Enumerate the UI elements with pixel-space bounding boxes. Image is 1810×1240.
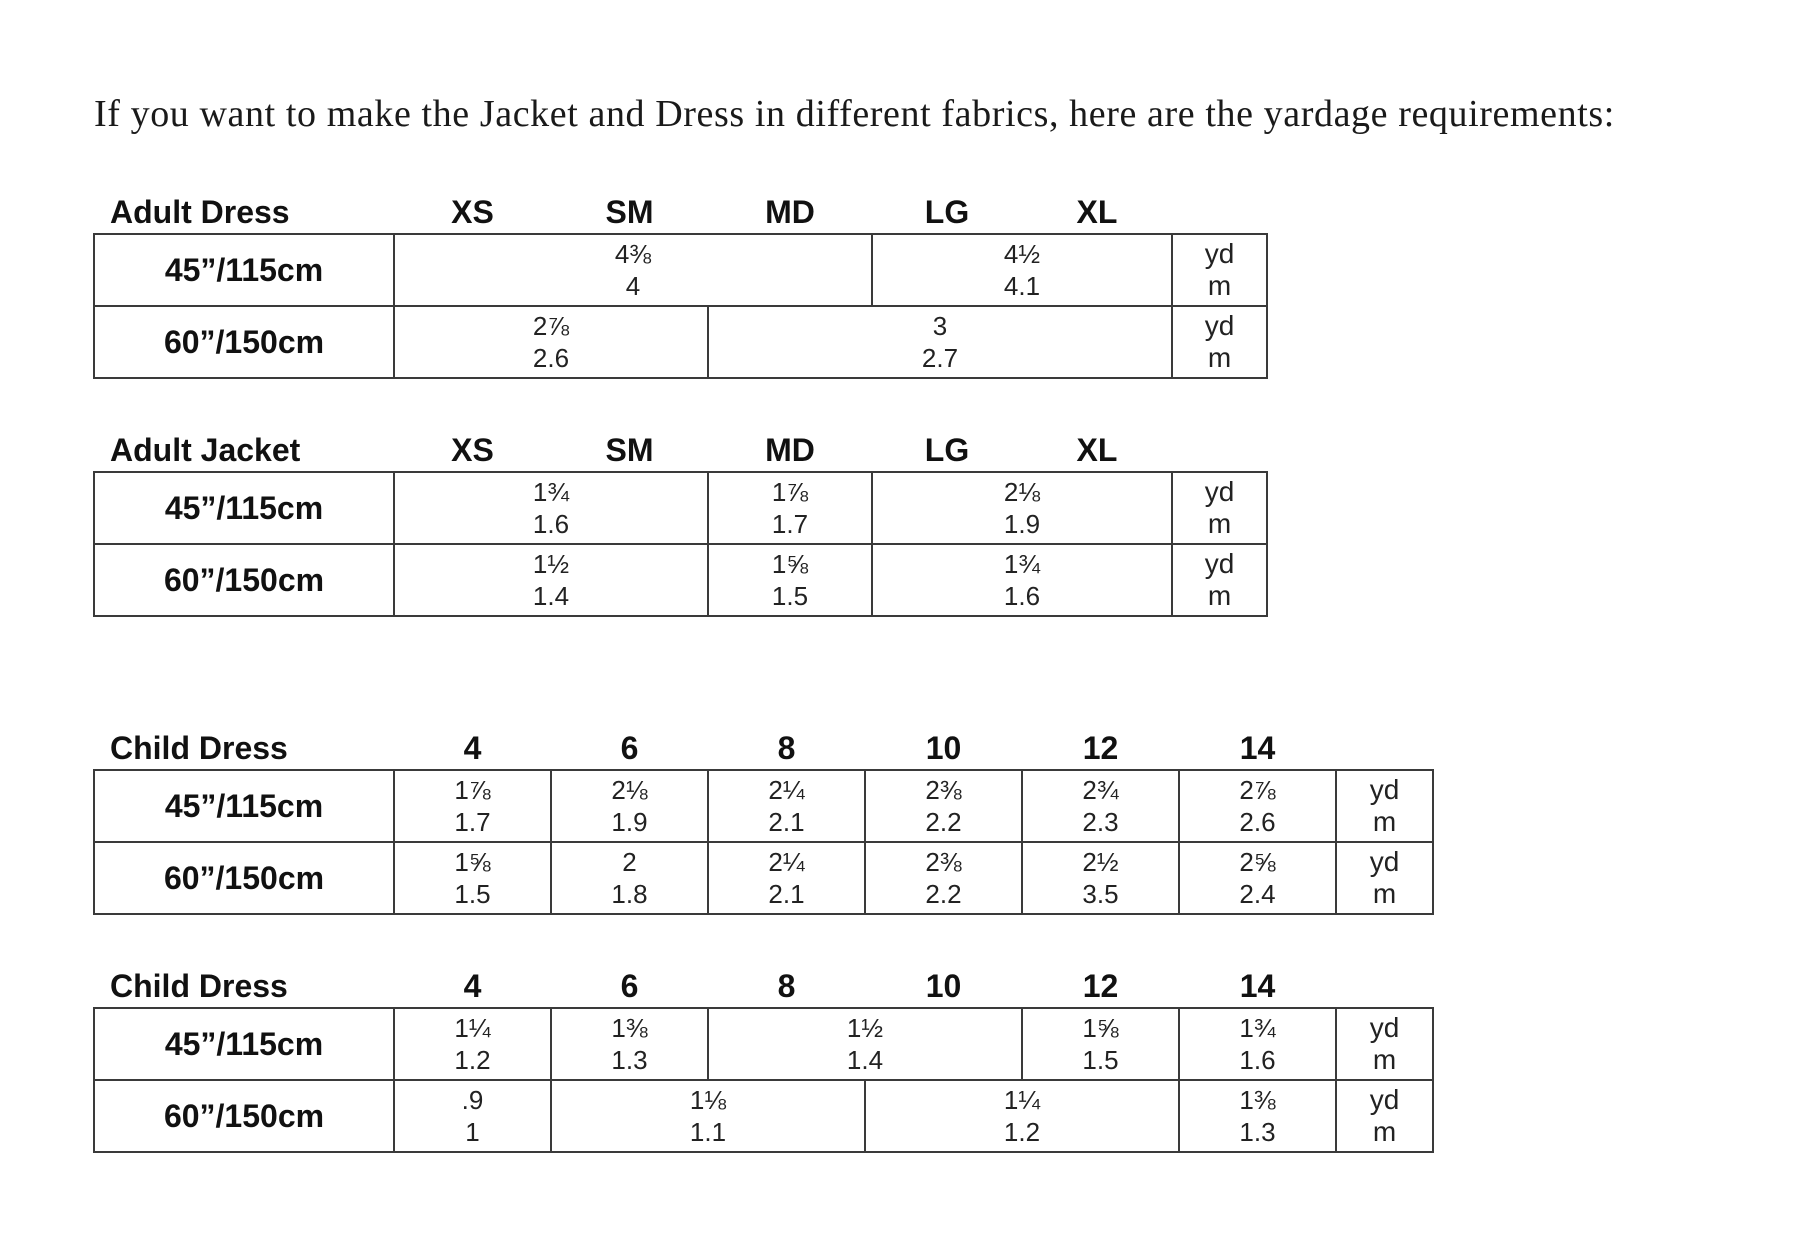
table-title: Child Dress bbox=[110, 968, 288, 1004]
yardage-m: 2.7 bbox=[921, 343, 959, 373]
fabric-width-label: 60”/150cm bbox=[94, 1080, 394, 1152]
unit-yd: yd bbox=[1204, 476, 1235, 507]
yardage-m: 2.4 bbox=[1239, 879, 1276, 909]
yardage-yd: 2⅜ bbox=[925, 775, 962, 805]
yardage-cell bbox=[1179, 1008, 1336, 1080]
yardage-m: 2.2 bbox=[925, 807, 962, 837]
yardage-m: 2.3 bbox=[1082, 807, 1119, 837]
size-header: XL bbox=[1076, 432, 1118, 468]
yardage-yd: 2¾ bbox=[1082, 775, 1119, 805]
size-header: 4 bbox=[463, 968, 482, 1004]
yardage-m: 1.2 bbox=[1003, 1117, 1041, 1147]
adult-dress-table bbox=[93, 184, 1268, 379]
unit-yd: yd bbox=[1369, 774, 1400, 805]
unit-header bbox=[1336, 720, 1433, 770]
yardage-cell bbox=[708, 1008, 1022, 1080]
yardage-cell bbox=[394, 306, 708, 378]
unit-m: m bbox=[1207, 270, 1232, 301]
table-row bbox=[94, 234, 1267, 306]
yardage-yd: 2⅜ bbox=[925, 847, 962, 877]
unit-header bbox=[1172, 184, 1267, 234]
yardage-yd: 1⅜ bbox=[1239, 1085, 1276, 1115]
yardage-yd: 1½ bbox=[532, 549, 570, 579]
yardage-m: 1.3 bbox=[1239, 1117, 1276, 1147]
yardage-m: 1.9 bbox=[611, 807, 648, 837]
table-title: Child Dress bbox=[110, 730, 288, 766]
yardage-m: 1 bbox=[465, 1117, 480, 1147]
fabric-width-label: 60”/150cm bbox=[94, 306, 394, 378]
table-row bbox=[94, 1080, 1433, 1152]
yardage-cell bbox=[865, 1080, 1179, 1152]
fabric-width-label: 45”/115cm bbox=[94, 472, 394, 544]
yardage-cell bbox=[551, 1008, 708, 1080]
yardage-m: 2.2 bbox=[925, 879, 962, 909]
size-header: LG bbox=[924, 432, 970, 468]
yardage-yd: 4½ bbox=[1003, 239, 1041, 269]
size-header: 8 bbox=[777, 730, 796, 766]
yardage-yd: 1⅛ bbox=[689, 1085, 727, 1115]
yardage-yd: 1⅞ bbox=[454, 775, 491, 805]
unit-m: m bbox=[1372, 1044, 1397, 1075]
yardage-m: 1.9 bbox=[1003, 509, 1041, 539]
table-row bbox=[94, 770, 1433, 842]
yardage-cell bbox=[551, 770, 708, 842]
unit-header bbox=[1172, 422, 1267, 472]
unit-header bbox=[1336, 958, 1433, 1008]
yardage-m: 2.1 bbox=[768, 879, 805, 909]
fabric-width-label: 45”/115cm bbox=[94, 234, 394, 306]
yardage-cell bbox=[394, 770, 551, 842]
yardage-yd: 2⅞ bbox=[532, 311, 570, 341]
yardage-yd: 2⅛ bbox=[611, 775, 648, 805]
size-header: MD bbox=[765, 194, 815, 230]
yardage-m: 1.7 bbox=[771, 509, 809, 539]
yardage-cell bbox=[708, 770, 865, 842]
yardage-m: 1.5 bbox=[1082, 1045, 1119, 1075]
yardage-m: 1.6 bbox=[1003, 581, 1041, 611]
size-header: 6 bbox=[620, 730, 639, 766]
yardage-yd: 2¼ bbox=[768, 847, 805, 877]
yardage-m: 2.6 bbox=[532, 343, 570, 373]
table-title: Adult Jacket bbox=[110, 432, 301, 468]
yardage-m: 4 bbox=[625, 271, 641, 301]
yardage-yd: 1¾ bbox=[1003, 549, 1041, 579]
size-header: 10 bbox=[925, 730, 962, 766]
yardage-m: 1.6 bbox=[1239, 1045, 1276, 1075]
size-header: XS bbox=[451, 194, 494, 230]
yardage-m: 2.6 bbox=[1239, 807, 1276, 837]
unit-m: m bbox=[1372, 878, 1397, 909]
yardage-m: 1.1 bbox=[689, 1117, 727, 1147]
yardage-m: 4.1 bbox=[1003, 271, 1041, 301]
yardage-m: 1.7 bbox=[454, 807, 491, 837]
unit-cell bbox=[1172, 472, 1267, 544]
fabric-width-label: 60”/150cm bbox=[94, 842, 394, 914]
yardage-yd: 2⅛ bbox=[1003, 477, 1041, 507]
yardage-m: 1.4 bbox=[532, 581, 570, 611]
yardage-cell bbox=[872, 544, 1172, 616]
unit-cell bbox=[1172, 234, 1267, 306]
size-header: 14 bbox=[1239, 968, 1276, 1004]
yardage-m: 1.3 bbox=[611, 1045, 648, 1075]
size-header: 6 bbox=[620, 968, 639, 1004]
yardage-m: 1.4 bbox=[846, 1045, 884, 1075]
child-dress-table bbox=[93, 720, 1434, 915]
size-header-row bbox=[94, 184, 1267, 234]
size-header: SM bbox=[605, 432, 654, 468]
yardage-yd: 1⅞ bbox=[771, 477, 809, 507]
yardage-cell bbox=[872, 472, 1172, 544]
yardage-m: 1.5 bbox=[771, 581, 809, 611]
yardage-m: 1.6 bbox=[532, 509, 570, 539]
adult-jacket-table bbox=[93, 422, 1268, 617]
table-row bbox=[94, 842, 1433, 914]
yardage-yd: 1¾ bbox=[1239, 1013, 1276, 1043]
yardage-m: 1.2 bbox=[454, 1045, 491, 1075]
yardage-cell bbox=[1022, 770, 1179, 842]
yardage-cell bbox=[865, 770, 1022, 842]
yardage-cell bbox=[1022, 842, 1179, 914]
unit-m: m bbox=[1372, 806, 1397, 837]
yardage-cell bbox=[708, 306, 1172, 378]
unit-yd: yd bbox=[1204, 548, 1235, 579]
size-header-row bbox=[94, 958, 1433, 1008]
intro-text: If you want to make the Jacket and Dress in different fabrics, here are the yardage requirements: bbox=[94, 93, 1615, 135]
table-row bbox=[94, 306, 1267, 378]
yardage-cell bbox=[708, 842, 865, 914]
yardage-cell bbox=[865, 842, 1022, 914]
unit-cell bbox=[1336, 1008, 1433, 1080]
yardage-yd: 2½ bbox=[1082, 847, 1119, 877]
unit-yd: yd bbox=[1369, 1012, 1400, 1043]
yardage-yd: 4⅜ bbox=[614, 239, 652, 269]
unit-cell bbox=[1336, 1080, 1433, 1152]
yardage-cell bbox=[551, 842, 708, 914]
fabric-width-label: 60”/150cm bbox=[94, 544, 394, 616]
yardage-yd: 1½ bbox=[846, 1013, 884, 1043]
yardage-cell bbox=[394, 234, 872, 306]
yardage-yd: 1⅝ bbox=[1082, 1013, 1119, 1043]
yardage-yd: 1⅝ bbox=[454, 847, 491, 877]
yardage-yd: 2¼ bbox=[768, 775, 805, 805]
size-header: SM bbox=[605, 194, 654, 230]
size-header: LG bbox=[924, 194, 970, 230]
yardage-cell bbox=[708, 472, 872, 544]
yardage-yd: 1¾ bbox=[532, 477, 570, 507]
yardage-cell bbox=[1179, 770, 1336, 842]
unit-cell bbox=[1172, 544, 1267, 616]
unit-yd: yd bbox=[1369, 846, 1400, 877]
unit-m: m bbox=[1207, 508, 1232, 539]
size-header: 12 bbox=[1082, 968, 1119, 1004]
unit-m: m bbox=[1207, 342, 1232, 373]
yardage-yd: 2 bbox=[622, 847, 637, 877]
unit-yd: yd bbox=[1204, 238, 1235, 269]
yardage-yd: 1⅝ bbox=[771, 549, 809, 579]
unit-cell bbox=[1172, 306, 1267, 378]
yardage-cell bbox=[394, 1008, 551, 1080]
size-header: 4 bbox=[463, 730, 482, 766]
table-row bbox=[94, 472, 1267, 544]
yardage-cell bbox=[394, 544, 708, 616]
yardage-cell bbox=[551, 1080, 865, 1152]
yardage-cell bbox=[708, 544, 872, 616]
unit-m: m bbox=[1207, 580, 1232, 611]
yardage-yd: 1¼ bbox=[1003, 1085, 1041, 1115]
yardage-yd: .9 bbox=[461, 1085, 484, 1115]
yardage-yd: 2⅞ bbox=[1239, 775, 1276, 805]
yardage-cell bbox=[872, 234, 1172, 306]
size-header: 10 bbox=[925, 968, 962, 1004]
yardage-yd: 1¼ bbox=[454, 1013, 491, 1043]
size-header: 14 bbox=[1239, 730, 1276, 766]
size-header: XL bbox=[1076, 194, 1118, 230]
size-header-row bbox=[94, 720, 1433, 770]
yardage-cell bbox=[1022, 1008, 1179, 1080]
unit-yd: yd bbox=[1369, 1084, 1400, 1115]
size-header: XS bbox=[451, 432, 494, 468]
size-header: 12 bbox=[1082, 730, 1119, 766]
yardage-yd: 1⅜ bbox=[611, 1013, 648, 1043]
fabric-width-label: 45”/115cm bbox=[94, 770, 394, 842]
yardage-cell bbox=[394, 842, 551, 914]
fabric-width-label: 45”/115cm bbox=[94, 1008, 394, 1080]
size-header-row bbox=[94, 422, 1267, 472]
table-title: Adult Dress bbox=[110, 194, 290, 230]
size-header: 8 bbox=[777, 968, 796, 1004]
unit-m: m bbox=[1372, 1116, 1397, 1147]
yardage-yd: 3 bbox=[932, 311, 948, 341]
yardage-m: 3.5 bbox=[1082, 879, 1119, 909]
child-dress-table-2 bbox=[93, 958, 1434, 1153]
yardage-cell bbox=[394, 1080, 551, 1152]
size-header: MD bbox=[765, 432, 815, 468]
table-row bbox=[94, 1008, 1433, 1080]
table-row bbox=[94, 544, 1267, 616]
yardage-m: 1.5 bbox=[454, 879, 491, 909]
yardage-cell bbox=[394, 472, 708, 544]
unit-yd: yd bbox=[1204, 310, 1235, 341]
yardage-m: 1.8 bbox=[611, 879, 648, 909]
yardage-yd: 2⅝ bbox=[1239, 847, 1276, 877]
yardage-cell bbox=[1179, 842, 1336, 914]
unit-cell bbox=[1336, 842, 1433, 914]
unit-cell bbox=[1336, 770, 1433, 842]
yardage-cell bbox=[1179, 1080, 1336, 1152]
yardage-m: 2.1 bbox=[768, 807, 805, 837]
